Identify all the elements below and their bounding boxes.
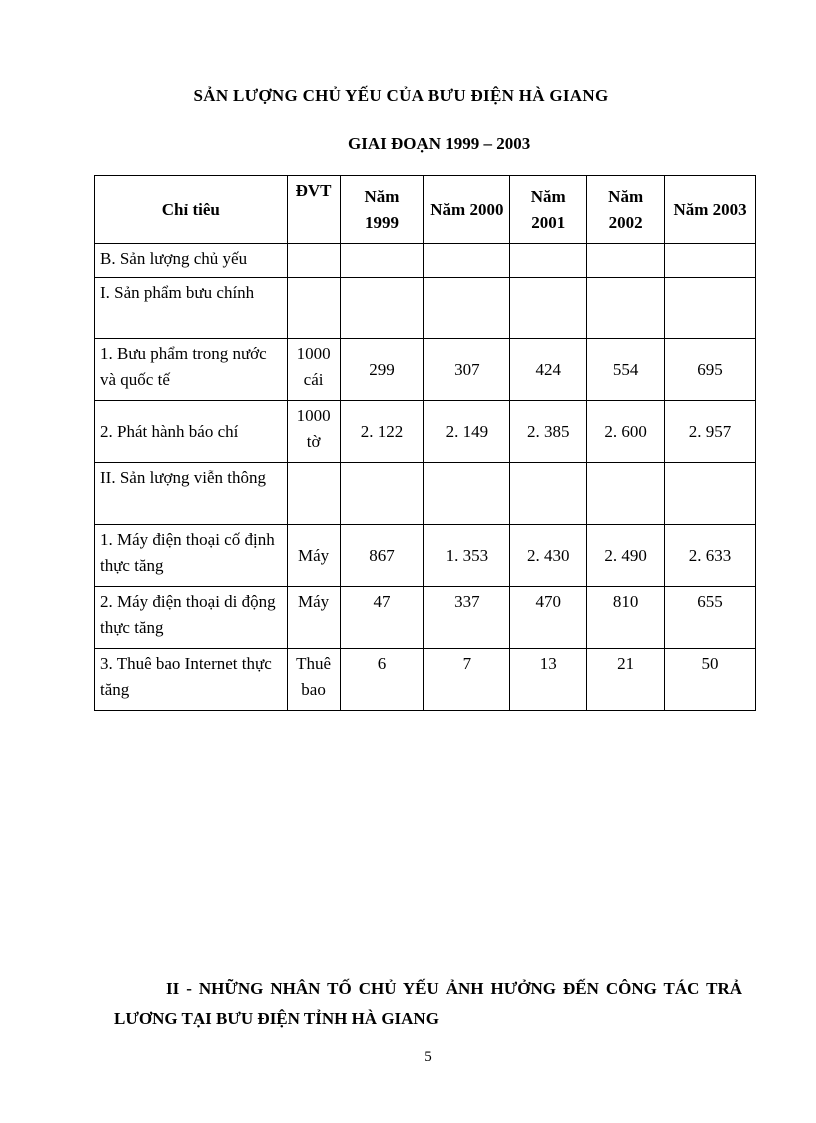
value-cell: 50 [665,649,756,711]
value-cell: 7 [424,649,510,711]
header-cell: Năm 2002 [587,176,665,244]
value-cell [424,244,510,278]
value-cell: 2. 385 [510,401,587,463]
value-cell: 337 [424,587,510,649]
table-row [95,587,756,649]
row-unit: Máy [287,587,340,649]
value-cell: 6 [340,649,424,711]
value-cell: 2. 957 [665,401,756,463]
row-unit: Máy [287,525,340,587]
value-cell: 695 [665,339,756,401]
value-cell: 2. 490 [587,525,665,587]
value-cell: 2. 600 [587,401,665,463]
page-number: 5 [424,1049,432,1065]
value-cell [665,278,756,339]
value-cell [510,244,587,278]
value-cell [510,278,587,339]
header-cell: Chỉ tiêu [95,176,288,244]
value-cell: 2. 633 [665,525,756,587]
value-cell: 2. 149 [424,401,510,463]
value-cell: 810 [587,587,665,649]
row-unit: 1000 tờ [287,401,340,463]
row-unit [287,244,340,278]
row-unit [287,463,340,525]
value-cell [424,278,510,339]
value-cell: 655 [665,587,756,649]
production-table [94,175,756,711]
value-cell [587,463,665,525]
value-cell: 1. 353 [424,525,510,587]
value-cell [340,278,424,339]
header-cell: Năm 2001 [510,176,587,244]
row-label: 3. Thuê bao Internet thực tăng [95,649,288,711]
row-label: 1. Bưu phẩm trong nước và quốc tế [95,339,288,401]
section-heading: II - NHỮNG NHÂN TỐ CHỦ YẾU ẢNH HƯỞNG ĐẾN CÔNG TÁC TRẢ LƯƠNG TẠI BƯU ĐIỆN TỈNH HÀ GIANG [114,979,742,1028]
table-row [95,339,756,401]
row-label: I. Sản phẩm bưu chính [95,278,288,339]
row-unit: Thuê bao [287,649,340,711]
value-cell: 470 [510,587,587,649]
table-row [95,244,756,278]
value-cell [424,463,510,525]
table-row [95,463,756,525]
row-label: II. Sản lượng viễn thông [95,463,288,525]
header-cell: ĐVT [287,176,340,244]
value-cell: 554 [587,339,665,401]
value-cell [587,278,665,339]
row-label: 1. Máy điện thoại cố định thực tăng [95,525,288,587]
row-label: 2. Máy điện thoại di động thực tăng [95,587,288,649]
value-cell [340,244,424,278]
table-row [95,525,756,587]
header-cell: Năm 2000 [424,176,510,244]
row-unit [287,278,340,339]
value-cell: 867 [340,525,424,587]
value-cell: 21 [587,649,665,711]
value-cell: 2. 430 [510,525,587,587]
row-label: B. Sản lượng chủ yếu [95,244,288,278]
header-cell: Năm 2003 [665,176,756,244]
value-cell: 424 [510,339,587,401]
value-cell [340,463,424,525]
document-subtitle: GIAI ĐOẠN 1999 – 2003 [348,134,531,153]
value-cell [587,244,665,278]
value-cell: 13 [510,649,587,711]
value-cell: 307 [424,339,510,401]
table-row [95,278,756,339]
value-cell: 299 [340,339,424,401]
table-row [95,649,756,711]
value-cell: 47 [340,587,424,649]
row-unit: 1000 cái [287,339,340,401]
value-cell [665,463,756,525]
value-cell [510,463,587,525]
document-title: SẢN LƯỢNG CHỦ YẾU CỦA BƯU ĐIỆN HÀ GIANG [193,86,609,105]
value-cell: 2. 122 [340,401,424,463]
row-label: 2. Phát hành báo chí [95,401,288,463]
value-cell [665,244,756,278]
header-cell: Năm 1999 [340,176,424,244]
table-header-row [95,176,756,244]
table-row [95,401,756,463]
